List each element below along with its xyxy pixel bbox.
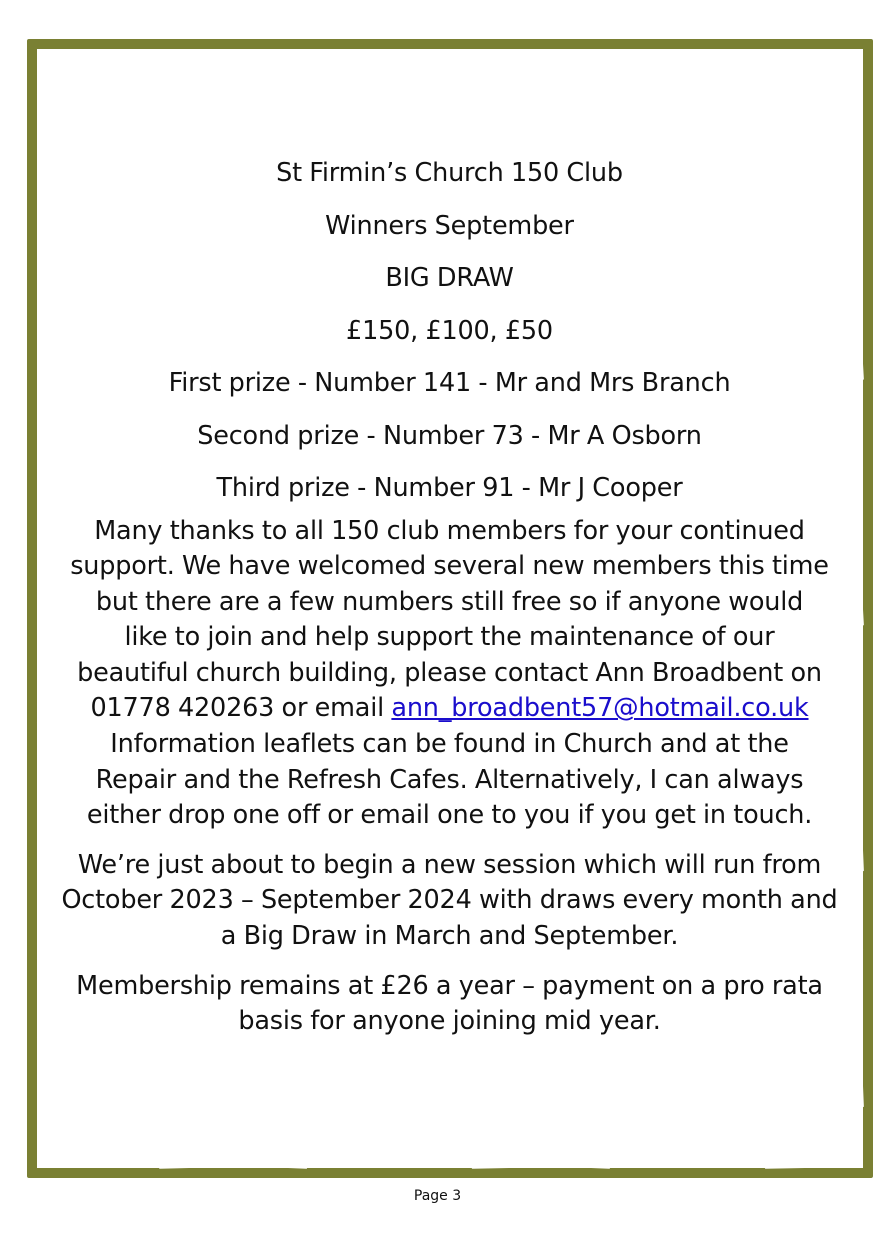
newsletter-article [42, 153, 857, 1054]
club-title: St Firmin’s Church 150 Club [276, 158, 623, 188]
thanks-paragraph [42, 514, 857, 834]
text-line: beautiful church building, please contact Ann Broadbent on [77, 657, 822, 688]
winner-third: Third prize - Number 91 - Mr J Cooper [216, 473, 683, 503]
text-line: support. We have welcomed several new members this time [70, 551, 829, 582]
contact-line [42, 691, 857, 727]
text-line: basis for anyone joining mid year. [238, 1006, 661, 1037]
winners-month: Winners September [325, 210, 574, 241]
phone-text: 01778 420263 or email [90, 693, 392, 724]
prize-amounts: £150, £100, £50 [346, 315, 553, 346]
text-line: Many thanks to all 150 club members for your continued [94, 515, 805, 546]
text-line: but there are a few numbers still free so if anyone would [95, 586, 804, 617]
text-line: Repair and the Refresh Cafes. Alternatively, I can always [95, 764, 804, 795]
page-number: Page 3 [413, 1188, 462, 1204]
text-line: Membership remains at £26 a year – payment on a pro rata [76, 970, 823, 1001]
text-line: like to join and help support the maintenance of our [124, 622, 775, 653]
winner-second: Second prize - Number 73 - Mr A Osborn [197, 420, 702, 451]
text-line: a Big Draw in March and September. [220, 921, 679, 952]
text-line: either drop one off or email one to you if you get in touch. [86, 800, 813, 831]
email-link[interactable]: ann_broadbent57@hotmail.co.uk [391, 693, 809, 724]
session-paragraph [42, 848, 857, 955]
text-line: We’re just about to begin a new session which will run from [77, 849, 822, 880]
winner-first: First prize - Number 141 - Mr and Mrs Branch [168, 368, 731, 398]
text-line: October 2023 – September 2024 with draws every month and [61, 885, 838, 916]
membership-paragraph [42, 969, 857, 1040]
text-line: Information leaflets can be found in Church and at the [110, 729, 789, 760]
draw-type: BIG DRAW [385, 263, 514, 293]
